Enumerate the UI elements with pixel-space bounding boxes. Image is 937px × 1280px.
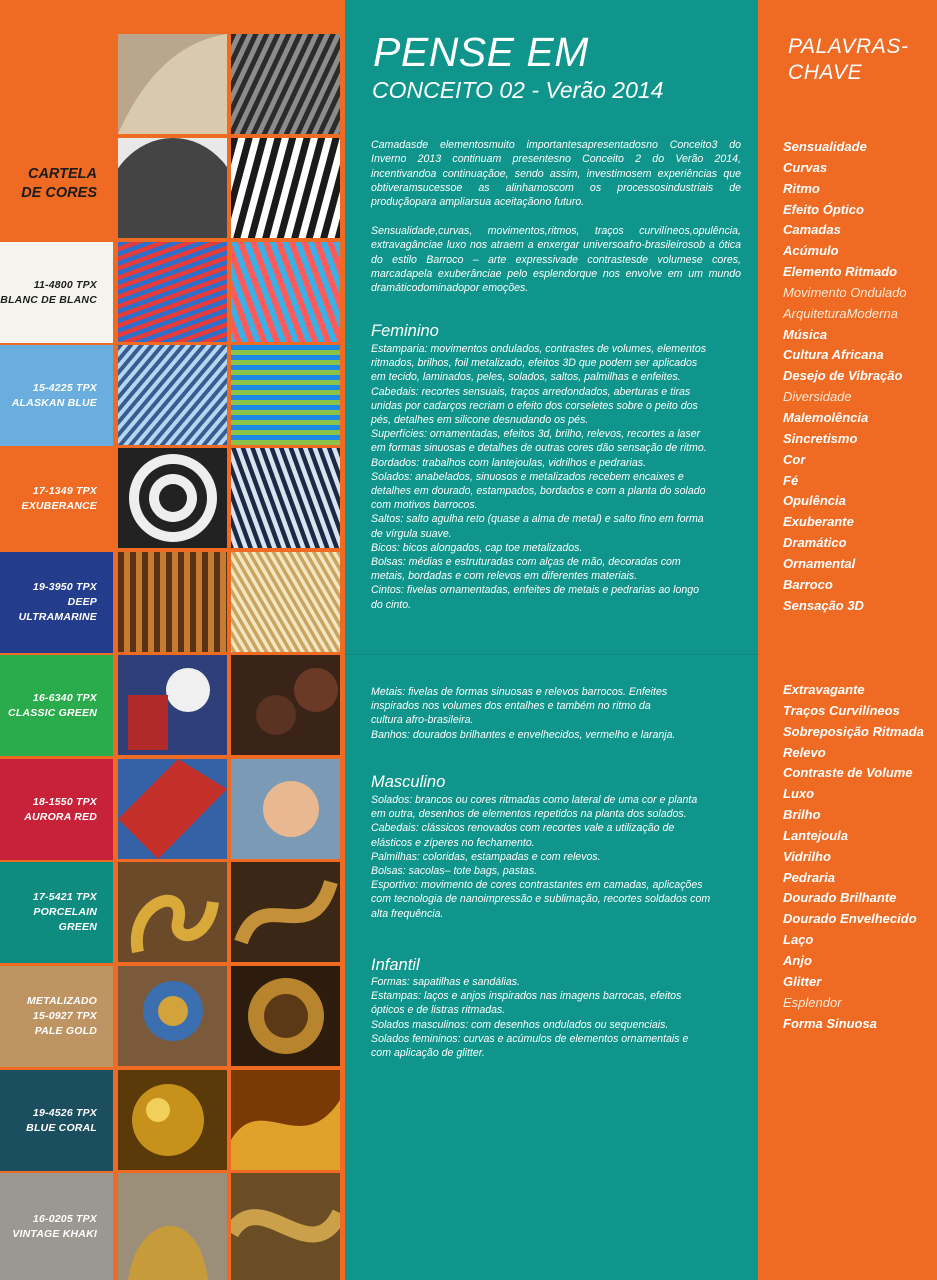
text-line: em formas sinuosas e detalhes de outras cores dão sensação de ritmo. bbox=[371, 442, 707, 455]
text-line: Metais: fivelas de formas sinuosas e relevos barrocos. Enfeites bbox=[371, 686, 668, 698]
text-line: de vírgula suave. bbox=[371, 527, 452, 540]
photo-thumbnail bbox=[118, 759, 227, 859]
swatch-name: BLANC DE BLANC bbox=[0, 293, 97, 306]
photo-thumbnail bbox=[231, 552, 340, 652]
photo-thumbnail bbox=[231, 759, 340, 859]
swatch-name: BLUE CORAL bbox=[26, 1121, 97, 1134]
photo-thumbnail bbox=[118, 1173, 227, 1280]
text-line: Bolsas: sacolas– tote bags, pastas. bbox=[371, 865, 538, 878]
keyword-item: Esplendor bbox=[783, 994, 842, 1010]
color-swatch bbox=[0, 1070, 113, 1171]
swatch-code: 18-1550 TPX bbox=[32, 795, 97, 808]
text-line: inspirados nos volumes dos entalhes e também no ritmo da bbox=[371, 700, 651, 713]
text-line: com aplicação de glitter. bbox=[371, 1047, 485, 1060]
keywords-title-line-2: CHAVE bbox=[788, 61, 863, 84]
photo-thumbnail bbox=[118, 34, 227, 134]
photo-thumbnail bbox=[118, 448, 227, 548]
swatch-name: PORCELAIN GREEN bbox=[33, 906, 97, 933]
section-title-masculino: Masculino bbox=[371, 773, 446, 791]
swatch-code: 16-0205 TPX bbox=[32, 1212, 97, 1225]
color-swatch bbox=[0, 655, 113, 756]
text-line: pés, detalhes em silicone desnudando os pés. bbox=[371, 414, 589, 427]
photo-thumbnail bbox=[118, 242, 227, 342]
text-line: Banhos: dourados brilhantes e envelhecidos, vermelho e laranja. bbox=[371, 728, 676, 741]
swatch-code: 11-4800 TPX bbox=[33, 278, 97, 291]
keyword-item: Vidrilho bbox=[783, 848, 831, 864]
keyword-item: Sensualidade bbox=[783, 139, 867, 154]
photo-thumbnail bbox=[118, 138, 227, 238]
keywords-title-line-1: PALAVRAS- bbox=[788, 35, 909, 58]
text-line: ópticos e de listras ritmadas. bbox=[371, 1004, 506, 1017]
text-line: Cabedais: clássicos renovados com recortes vale a utilização de bbox=[371, 822, 675, 835]
keyword-item: Dramático bbox=[783, 535, 847, 551]
keyword-item: Anjo bbox=[783, 952, 812, 968]
keyword-item: Cultura Africana bbox=[783, 347, 884, 363]
keyword-item: Traços Curvilíneos bbox=[783, 702, 900, 718]
cartela-line-2: DE CORES bbox=[21, 185, 97, 201]
keyword-item: Sensação 3D bbox=[783, 597, 864, 613]
color-swatch bbox=[0, 448, 113, 549]
photo-thumbnail bbox=[231, 655, 340, 755]
text-line: Saltos: salto agulha reto (quase a alma de metal) e salto fino em forma bbox=[371, 513, 704, 526]
text-line: elásticos e zíperes no fechamento. bbox=[371, 836, 535, 849]
keyword-item: Extravagante bbox=[783, 682, 865, 697]
section-infantil-text bbox=[371, 975, 743, 1060]
text-line: Cabedais: recortes sensuais, traços arredondados, aberturas e tiras bbox=[371, 385, 691, 398]
photo-thumbnail bbox=[231, 242, 340, 342]
keyword-item: Diversidade bbox=[783, 389, 852, 405]
color-swatch bbox=[0, 552, 113, 653]
section-masculino-text bbox=[371, 793, 743, 921]
swatch-code: 15-0927 TPX bbox=[32, 1010, 97, 1022]
keyword-item: ArquiteturaModerna bbox=[783, 305, 898, 321]
color-swatch bbox=[0, 345, 113, 446]
text-line: Estamparia: movimentos ondulados, contrastes de volumes, elementos bbox=[371, 343, 707, 355]
photo-thumbnail bbox=[118, 1070, 227, 1170]
photo-thumbnail bbox=[118, 552, 227, 652]
keyword-item: Glitter bbox=[783, 973, 822, 989]
photo-thumbnail bbox=[231, 966, 340, 1066]
text-line: alta frequência. bbox=[371, 907, 444, 920]
keyword-item: Relevo bbox=[783, 744, 826, 760]
photo-thumbnail bbox=[231, 862, 340, 962]
keyword-item: Dourado Envelhecido bbox=[783, 911, 917, 927]
text-line: Cintos: fivelas ornamentadas, enfeites de metais e pedrarias ao longo bbox=[371, 584, 700, 597]
text-line: Bicos: bicos alongados, cap toe metalizados. bbox=[371, 541, 583, 554]
keyword-item: Acúmulo bbox=[783, 243, 839, 259]
text-line: Solados: brancos ou cores ritmadas como lateral de uma cor e planta bbox=[371, 794, 698, 806]
swatch-name: PALE GOLD bbox=[34, 1025, 97, 1037]
color-swatch bbox=[0, 1173, 113, 1280]
keyword-item: Sobreposição Ritmada bbox=[783, 723, 924, 739]
color-swatch bbox=[0, 759, 113, 860]
text-line: Formas: sapatilhas e sandálias. bbox=[371, 976, 520, 988]
photo-thumbnail bbox=[231, 1173, 340, 1280]
text-line: Estampas: laços e anjos inspirados nas imagens barrocas, efeitos bbox=[371, 990, 682, 1003]
section-metais-text bbox=[371, 685, 743, 742]
text-line: detalhes em dourado, estampados, bordados e com a planta do solado bbox=[371, 485, 706, 498]
text-line: Solados: anabelados, sinuosos e metalizados recebem encaixes e bbox=[371, 470, 684, 483]
text-line: cultura afro-brasileira. bbox=[371, 714, 474, 727]
photo-thumbnail bbox=[118, 862, 227, 962]
intro-paragraph-1: Camadasde elementosmuito importantesapresentadosno Conceito3 do Inverno 2013 continuam presentesno Conceito 2 do Verão 2014, incentivandoa continuaçãoe, sendo assim, investimosem experiências que obtiveramsucessoe as alinhamoscom os processosindustriais de produçãopara ampliarsua aceitaçãono futuro. bbox=[371, 139, 741, 209]
section-title-feminino: Feminino bbox=[371, 322, 439, 340]
intro-paragraph-2: Sensualidade,curvas, movimentos,ritmos, traços curvilíneos,opulência, extravagânciae luxo nos atraem a enxergar universoafro-brasileirosob a ótica do estilo Barroco – arte expressivade contrastesde volumese cores, marcadapela exuberânciae pelo esplendorque nos envolve em um mundo dramáticodominadopor emoções. bbox=[371, 225, 741, 295]
page-subtitle: CONCEITO 02 - Verão 2014 bbox=[372, 77, 664, 103]
keyword-item: Ornamental bbox=[783, 555, 856, 571]
photo-thumbnail bbox=[231, 1070, 340, 1170]
swatch-code: 15-4225 TPX bbox=[32, 381, 97, 394]
keyword-item: Forma Sinuosa bbox=[783, 1015, 877, 1031]
color-swatch bbox=[0, 242, 113, 343]
swatch-prefix: METALIZADO bbox=[26, 995, 97, 1007]
text-line: Palmilhas: coloridas, estampadas e com relevos. bbox=[371, 850, 601, 863]
photo-thumbnail bbox=[118, 345, 227, 445]
keyword-item: Dourado Brilhante bbox=[783, 890, 897, 906]
page-title: PENSE EM bbox=[373, 29, 589, 75]
swatch-name: CLASSIC GREEN bbox=[8, 706, 97, 719]
photo-thumbnail bbox=[231, 138, 340, 238]
keyword-item: Laço bbox=[783, 932, 814, 948]
photo-thumbnail bbox=[118, 966, 227, 1066]
text-line: Solados femininos: curvas e acúmulos de elementos ornamentais e bbox=[371, 1032, 689, 1045]
keyword-item: Pedraria bbox=[783, 869, 836, 885]
text-line: Esportivo: movimento de cores contrastantes em camadas, aplicações bbox=[371, 879, 703, 892]
keyword-item: Exuberante bbox=[783, 514, 854, 530]
color-chart-column bbox=[0, 0, 345, 1280]
cartela-heading bbox=[0, 165, 113, 203]
keyword-item: Luxo bbox=[783, 786, 815, 802]
text-line: ritmados, brilhos, foil metalizado, efeitos 3D que podem ser aplicados bbox=[371, 357, 698, 370]
swatch-name: EXUBERANCE bbox=[21, 499, 97, 512]
keywords-column bbox=[758, 0, 937, 1280]
swatch-code: 17-5421 TPX bbox=[32, 891, 97, 903]
keyword-item: Efeito Óptico bbox=[783, 201, 864, 217]
text-line: com tecnologia de nanoimpressão e sublimação, recortes soldados com bbox=[371, 893, 711, 906]
keyword-item: Brilho bbox=[783, 807, 821, 823]
keyword-item: Curvas bbox=[783, 159, 828, 175]
keywords-title bbox=[788, 34, 909, 86]
keyword-item: Lantejoula bbox=[783, 827, 849, 843]
text-line: unidas por cadarços recriam o efeito dos corseletes sobre o peito dos bbox=[371, 399, 698, 412]
text-line: Bolsas: médias e estruturadas com alças de mão, decoradas com bbox=[371, 556, 681, 569]
swatch-name: ALASKAN BLUE bbox=[11, 396, 97, 409]
swatch-name: VINTAGE KHAKI bbox=[12, 1227, 97, 1240]
text-line: metais, bordadas e com relevos em diferentes materiais. bbox=[371, 570, 638, 583]
main-text-column bbox=[345, 0, 758, 1280]
text-line: Bordados: trabalhos com lantejoulas, vidrilhos e pedrarias. bbox=[371, 456, 646, 469]
text-line: do cinto. bbox=[371, 598, 412, 611]
swatch-code: 19-3950 TPX bbox=[32, 581, 97, 593]
keyword-item: Movimento Ondulado bbox=[783, 284, 907, 300]
keyword-item: Fé bbox=[783, 472, 799, 488]
color-swatch bbox=[0, 966, 113, 1067]
text-line: em tecido, laminados, peles, solados, saltos, palmilhas e enfeites. bbox=[371, 371, 681, 384]
keyword-item: Sincretismo bbox=[783, 430, 858, 446]
swatch-name: DEEP ULTRAMARINE bbox=[18, 596, 97, 623]
photo-thumbnail bbox=[231, 345, 340, 445]
photo-thumbnail bbox=[231, 448, 340, 548]
swatch-name: AURORA RED bbox=[24, 810, 97, 823]
keyword-item: Cor bbox=[783, 451, 806, 467]
swatch-code: 16-6340 TPX bbox=[32, 691, 97, 704]
text-line: em outra, desenhos de elementos repetidos na planta dos solados. bbox=[371, 808, 687, 821]
section-feminino-text bbox=[371, 342, 743, 612]
keyword-item: Elemento Ritmado bbox=[783, 264, 898, 280]
keyword-list-2 bbox=[783, 680, 924, 1034]
swatch-code: 19-4526 TPX bbox=[32, 1106, 97, 1119]
color-swatch bbox=[0, 862, 113, 963]
text-line: Superfícies: ornamentadas, efeitos 3d, brilho, relevos, recortes a laser bbox=[371, 428, 701, 441]
swatch-code: 17-1349 TPX bbox=[32, 484, 97, 497]
keyword-item: Ritmo bbox=[783, 180, 820, 196]
keyword-item: Contraste de Volume bbox=[783, 765, 913, 781]
keyword-item: Malemolência bbox=[783, 409, 869, 425]
keyword-item: Opulência bbox=[783, 493, 846, 509]
keyword-item: Desejo de Vibração bbox=[783, 368, 903, 384]
cartela-line-1: CARTELA bbox=[27, 166, 97, 182]
text-line: Solados masculinos: com desenhos ondulados ou sequenciais. bbox=[371, 1018, 669, 1031]
section-divider bbox=[345, 654, 758, 655]
photo-thumbnail bbox=[231, 34, 340, 134]
section-title-infantil: Infantil bbox=[371, 956, 420, 974]
text-line: com motivos barrocos. bbox=[371, 499, 478, 512]
photo-thumbnail bbox=[118, 655, 227, 755]
keyword-item: Música bbox=[783, 326, 828, 342]
keyword-item: Barroco bbox=[783, 576, 833, 592]
keyword-list-1 bbox=[783, 137, 907, 616]
keyword-item: Camadas bbox=[783, 222, 841, 238]
